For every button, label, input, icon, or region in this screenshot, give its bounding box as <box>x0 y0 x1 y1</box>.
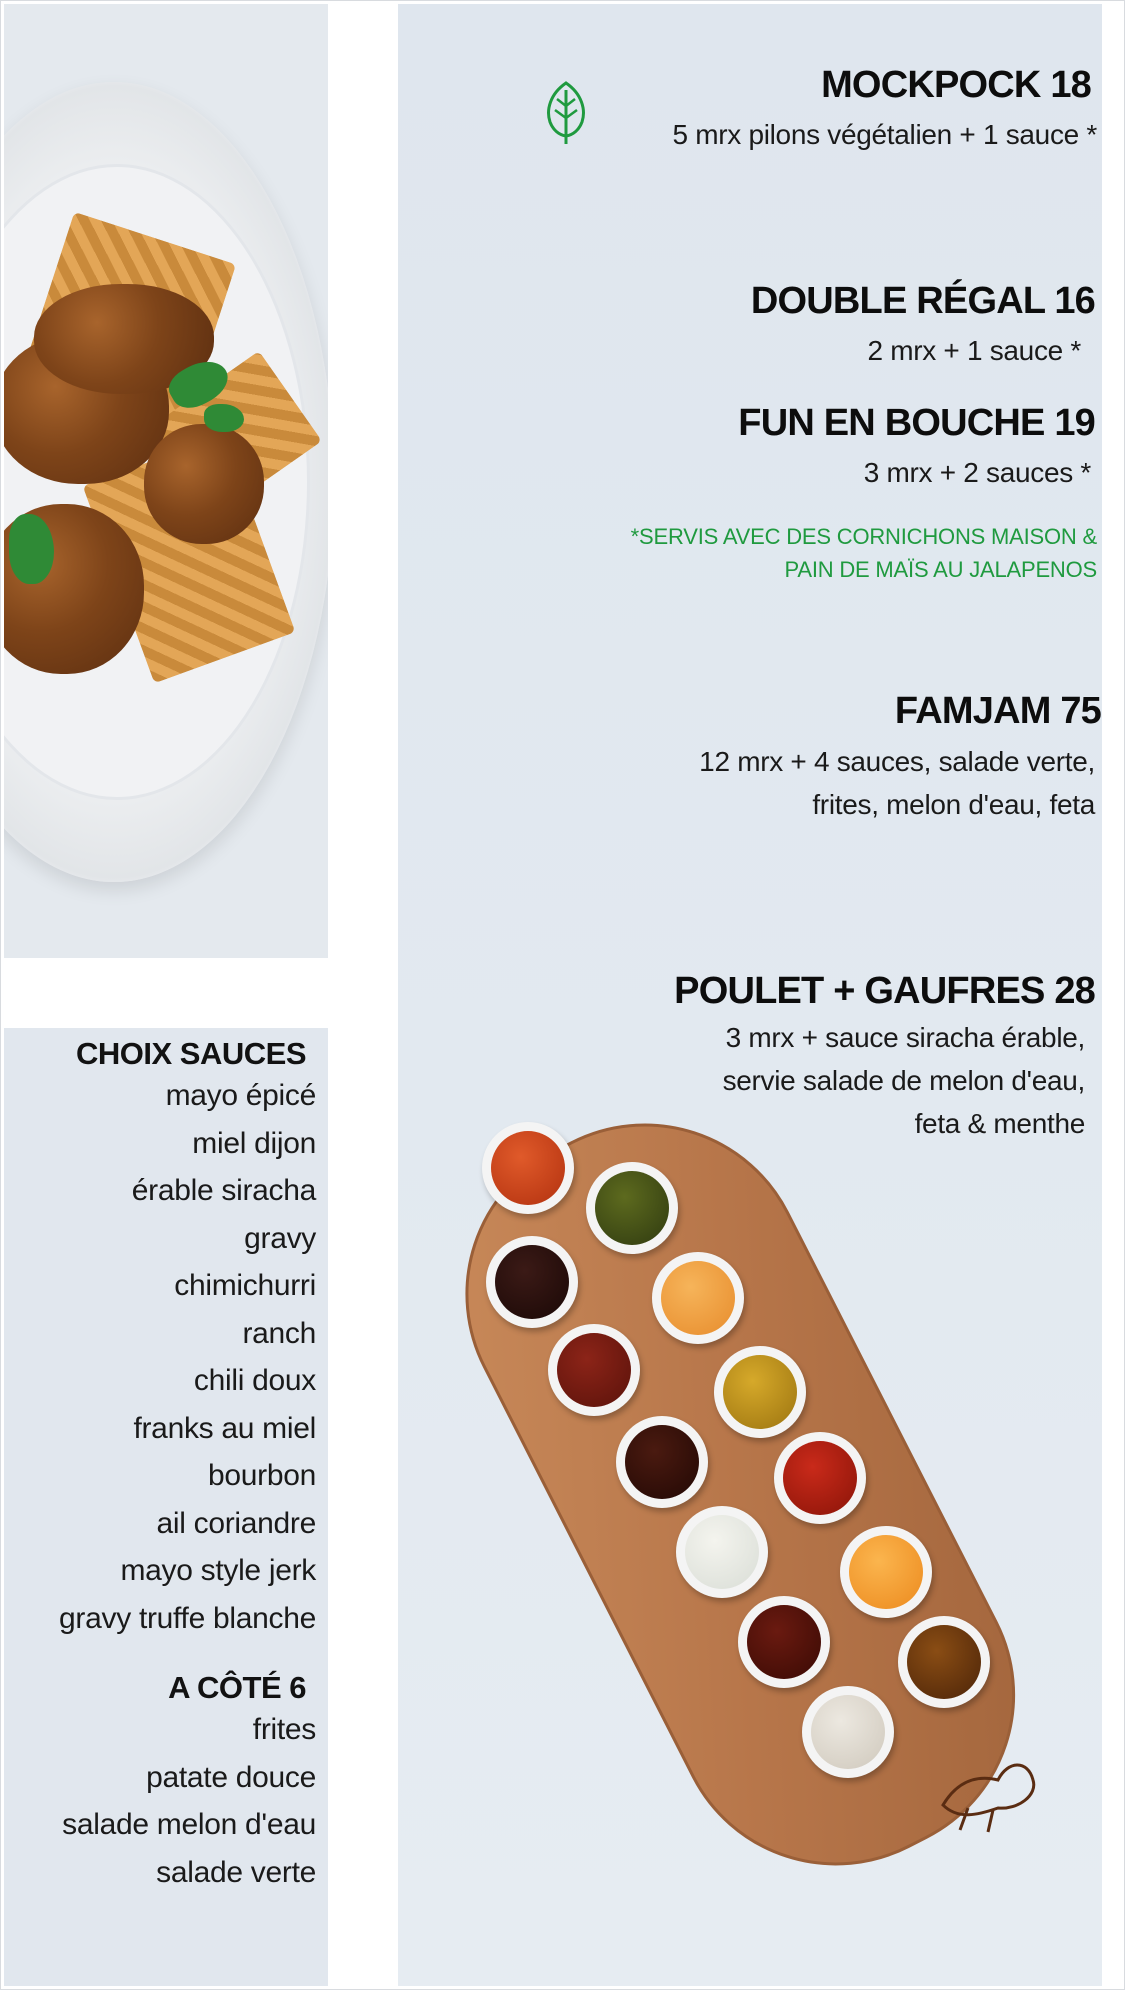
desc-line: 3 mrx + sauce siracha érable, <box>725 1022 1085 1053</box>
sauce-cup <box>676 1506 768 1598</box>
sauce-cup <box>482 1122 574 1214</box>
item-title-double-regal: DOUBLE RÉGAL 16 <box>750 280 1095 322</box>
sauce-cup <box>738 1596 830 1688</box>
list-item: ranch <box>242 1316 316 1350</box>
desc-line: 2 mrx + 1 sauce * <box>867 335 1081 366</box>
item-title-fun-en-bouche: FUN EN BOUCHE 19 <box>738 402 1095 444</box>
sides-title: A CÔTÉ 6 <box>168 1670 306 1705</box>
list-item: bourbon <box>208 1459 316 1492</box>
sauce-cup <box>586 1162 678 1254</box>
note-line: *SERVIS AVEC DES CORNICHONS MAISON & <box>630 524 1097 549</box>
list-item: érable siracha <box>131 1174 316 1207</box>
sauce-cup <box>652 1252 744 1344</box>
list-item: ail coriandre <box>156 1506 316 1540</box>
item-desc-famjam <box>699 740 1095 826</box>
list-item: chimichurri <box>174 1269 316 1302</box>
sauce-cups <box>420 1080 1060 1880</box>
sauces-list <box>59 1072 316 1642</box>
item-desc-double-regal <box>867 329 1081 372</box>
sauce-cup <box>616 1416 708 1508</box>
list-item: mayo épicé <box>165 1079 316 1112</box>
list-item: gravy truffe blanche <box>59 1601 316 1635</box>
herb-garnish <box>204 404 244 432</box>
desc-line: servie salade de melon d'eau, <box>722 1065 1085 1096</box>
sauce-cup <box>802 1686 894 1778</box>
list-item: gravy <box>244 1221 316 1255</box>
desc-line: feta & menthe <box>914 1108 1085 1139</box>
sauces-title: CHOIX SAUCES <box>76 1036 306 1071</box>
fried-chicken <box>144 424 264 544</box>
leaf-icon <box>542 80 590 146</box>
list-item: salade melon d'eau <box>62 1808 316 1841</box>
desc-line: 5 mrx pilons végétalien + 1 sauce * <box>672 119 1097 150</box>
list-item: salade verte <box>156 1855 316 1889</box>
sauce-cup <box>548 1324 640 1416</box>
sauce-cup <box>486 1236 578 1328</box>
list-item: franks au miel <box>133 1411 316 1445</box>
list-item: chili doux <box>193 1364 316 1397</box>
item-title-mockpock: MOCKPOCK 18 <box>821 64 1091 106</box>
item-desc-mockpock <box>672 113 1097 156</box>
list-item: miel dijon <box>192 1126 316 1160</box>
served-with-note <box>631 520 1097 586</box>
sauce-cup <box>774 1432 866 1524</box>
sauce-cup <box>898 1616 990 1708</box>
list-item: patate douce <box>146 1760 316 1794</box>
item-title-famjam: FAMJAM 75 <box>894 690 1101 732</box>
desc-line: frites, melon d'eau, feta <box>812 789 1095 820</box>
chicken-waffles-photo <box>4 4 328 958</box>
desc-line: 12 mrx + 4 sauces, salade verte, <box>699 746 1095 777</box>
list-item: mayo style jerk <box>120 1554 316 1587</box>
item-desc-fun-en-bouche <box>864 451 1091 494</box>
sauce-cup <box>714 1346 806 1438</box>
sauces-panel <box>4 1028 328 1986</box>
desc-line: 3 mrx + 2 sauces * <box>863 457 1091 488</box>
sauce-cup <box>840 1526 932 1618</box>
sides-list <box>62 1706 316 1896</box>
list-item: frites <box>252 1713 316 1746</box>
item-title-poulet-gaufres: POULET + GAUFRES 28 <box>674 970 1095 1012</box>
note-line: PAIN DE MAÏS AU JALAPENOS <box>784 557 1097 582</box>
